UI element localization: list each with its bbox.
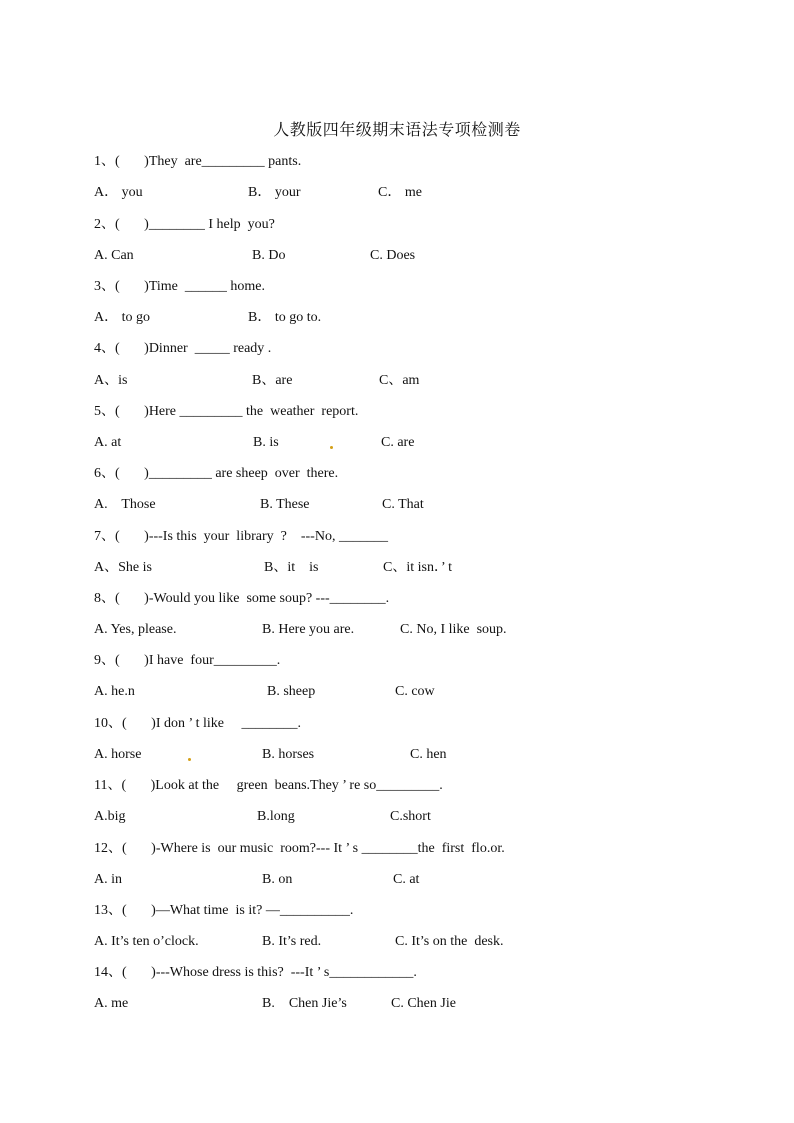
question-9-stem: 9、( )I have four_________. <box>94 653 281 668</box>
question-2-option-b: B. Do <box>252 248 286 263</box>
question-7-stem: 7、( )---Is this your library ? ---No, _______ <box>94 529 388 544</box>
question-10-option-c: C. hen <box>410 747 447 762</box>
question-10-stem: 10、( )I don ’ t like ________. <box>94 716 301 731</box>
question-3-stem: 3、( )Time ______ home. <box>94 279 265 294</box>
question-12-option-a: A. in <box>94 872 122 887</box>
question-6-option-a: A. Those <box>94 497 156 512</box>
question-8-option-a: A. Yes, please. <box>94 622 177 637</box>
question-11-option-b: B.long <box>257 809 295 824</box>
question-3-option-b: B． to go to. <box>248 310 322 325</box>
question-5-stem: 5、( )Here _________ the weather report. <box>94 404 359 419</box>
question-13-option-a: A. It’s ten o’clock. <box>94 934 199 949</box>
page-title: 人教版四年级期末语法专项检测卷 <box>273 120 521 139</box>
stray-mark-dot <box>188 758 191 761</box>
question-14-option-c: C. Chen Jie <box>391 996 456 1011</box>
question-2-option-a: A. Can <box>94 248 134 263</box>
question-13-option-c: C. It’s on the desk. <box>395 934 504 949</box>
question-1-option-b: B． your <box>248 185 301 200</box>
question-4-option-a: A、is <box>94 373 128 388</box>
question-9-option-c: C. cow <box>395 684 435 699</box>
question-8-option-b: B. Here you are. <box>262 622 355 637</box>
question-2-stem: 2、( )________ I help you? <box>94 217 275 232</box>
question-6-stem: 6、( )_________ are sheep over there. <box>94 466 339 481</box>
question-1-stem: 1、( )They are_________ pants. <box>94 154 302 169</box>
question-7-option-b: B、it is <box>264 560 319 575</box>
question-13-stem: 13、( )—What time is it? —__________. <box>94 903 354 918</box>
question-11-option-a: A.big <box>94 809 126 824</box>
question-13-option-b: B. It’s red. <box>262 934 322 949</box>
question-3-option-a: A． to go <box>94 310 150 325</box>
question-11-stem: 11、( )Look at the green beans.They ’ re so_________. <box>94 778 443 793</box>
question-4-option-c: C、am <box>379 373 420 388</box>
question-8-stem: 8、( )-Would you like some soup? ---________. <box>94 591 390 606</box>
question-1-option-c: C． me <box>378 185 422 200</box>
question-12-stem: 12、( )-Where is our music room?--- It ’ s ________the first flo.or. <box>94 841 505 856</box>
question-12-option-b: B. on <box>262 872 293 887</box>
question-5-option-b: B. is <box>253 435 279 450</box>
question-14-option-a: A. me <box>94 996 129 1011</box>
question-10-option-b: B. horses <box>262 747 315 762</box>
question-9-option-b: B. sheep <box>267 684 316 699</box>
question-10-option-a: A. horse <box>94 747 142 762</box>
question-8-option-c: C. No, I like soup. <box>400 622 507 637</box>
question-12-option-c: C. at <box>393 872 420 887</box>
question-4-option-b: B、are <box>252 373 293 388</box>
question-14-stem: 14、( )---Whose dress is this? ---It ’ s____________. <box>94 965 417 980</box>
question-7-option-a: A、She is <box>94 560 152 575</box>
question-2-option-c: C. Does <box>370 248 416 263</box>
question-11-option-c: C.short <box>390 809 431 824</box>
question-1-option-a: A． you <box>94 185 143 200</box>
stray-mark-dot <box>330 446 333 449</box>
question-14-option-b: B. Chen Jie’s <box>262 996 347 1011</box>
question-6-option-c: C. That <box>382 497 424 512</box>
question-9-option-a: A. he.n <box>94 684 135 699</box>
question-5-option-a: A. at <box>94 435 122 450</box>
question-6-option-b: B. These <box>260 497 310 512</box>
question-5-option-c: C. are <box>381 435 415 450</box>
question-4-stem: 4、( )Dinner _____ ready . <box>94 341 272 356</box>
question-7-option-c: C、it isn．’ t <box>383 560 452 575</box>
